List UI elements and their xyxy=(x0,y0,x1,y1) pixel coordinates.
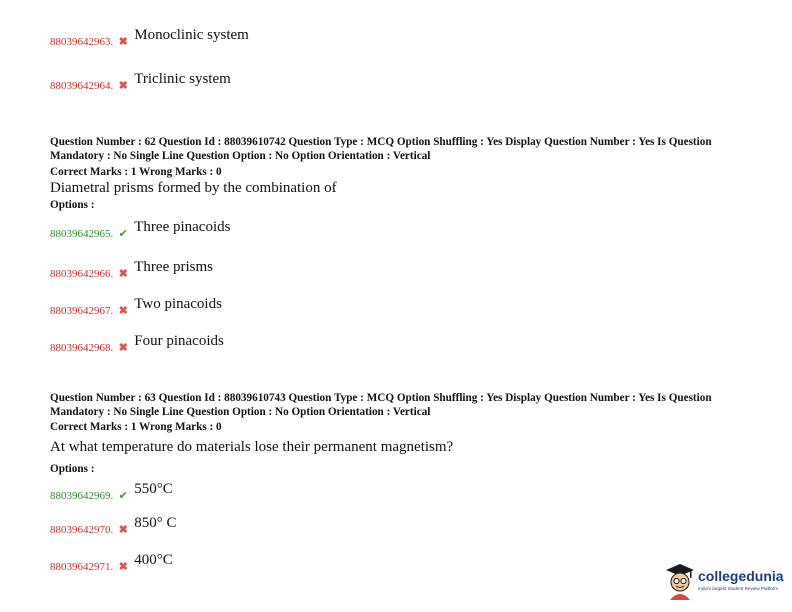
option-row xyxy=(50,296,222,319)
option-row xyxy=(50,259,213,282)
option-row xyxy=(50,515,177,538)
option-id: 88039642964. xyxy=(50,80,114,92)
options-label: Options : xyxy=(50,199,95,211)
option-id: 88039642966. xyxy=(50,268,114,280)
option-row xyxy=(50,481,173,504)
options-label: Options : xyxy=(50,463,95,475)
cross-icon: ✖ xyxy=(118,342,128,354)
option-text: Triclinic system xyxy=(134,71,231,87)
question-marks: Correct Marks : 1 Wrong Marks : 0 xyxy=(50,421,222,433)
option-row xyxy=(50,552,173,575)
option-id: 88039642971. xyxy=(50,561,114,573)
question-text: At what temperature do materials lose their permanent magnetism? xyxy=(50,439,454,455)
check-icon: ✔ xyxy=(118,490,128,502)
logo-name: collegedunia xyxy=(698,568,784,584)
option-text: Three prisms xyxy=(134,259,213,275)
question-header: Question Number : 62 Question Id : 88039610742 Question Type : MCQ Option Shuffling : Yes Display Question Number : Yes Is Question Mandatory : No Single Line Question Option : No Option Orientation : Vertical xyxy=(50,136,712,162)
cross-icon: ✖ xyxy=(118,561,128,573)
question-marks: Correct Marks : 1 Wrong Marks : 0 xyxy=(50,166,222,178)
option-text: Four pinacoids xyxy=(134,333,224,349)
option-row xyxy=(50,27,249,50)
option-id: 88039642965. xyxy=(50,228,114,240)
option-text: 550°C xyxy=(134,481,173,497)
logo-tagline: India's largest Student Review Platform xyxy=(698,586,779,591)
graduate-mascot-icon xyxy=(664,562,696,600)
cross-icon: ✖ xyxy=(118,268,128,280)
option-row xyxy=(50,71,231,94)
option-text: Monoclinic system xyxy=(134,27,249,43)
collegedunia-logo xyxy=(664,562,786,602)
option-row xyxy=(50,219,231,242)
option-id: 88039642969. xyxy=(50,490,114,502)
option-id: 88039642967. xyxy=(50,305,114,317)
option-id: 88039642968. xyxy=(50,342,114,354)
option-text: 850° C xyxy=(134,515,177,531)
cross-icon: ✖ xyxy=(118,524,128,536)
check-icon: ✔ xyxy=(118,228,128,240)
cross-icon: ✖ xyxy=(118,305,128,317)
cross-icon: ✖ xyxy=(118,80,128,92)
option-text: Three pinacoids xyxy=(134,219,231,235)
option-row xyxy=(50,333,224,356)
option-id: 88039642963. xyxy=(50,36,114,48)
option-text: 400°C xyxy=(134,552,173,568)
question-header: Question Number : 63 Question Id : 88039610743 Question Type : MCQ Option Shuffling : Yes Display Question Number : Yes Is Question Mandatory : No Single Line Question Option : No Option Orientation : Vertical xyxy=(50,392,712,418)
cross-icon: ✖ xyxy=(118,36,128,48)
option-id: 88039642970. xyxy=(50,524,114,536)
option-text: Two pinacoids xyxy=(134,296,222,312)
question-text: Diametral prisms formed by the combination of xyxy=(50,180,337,196)
